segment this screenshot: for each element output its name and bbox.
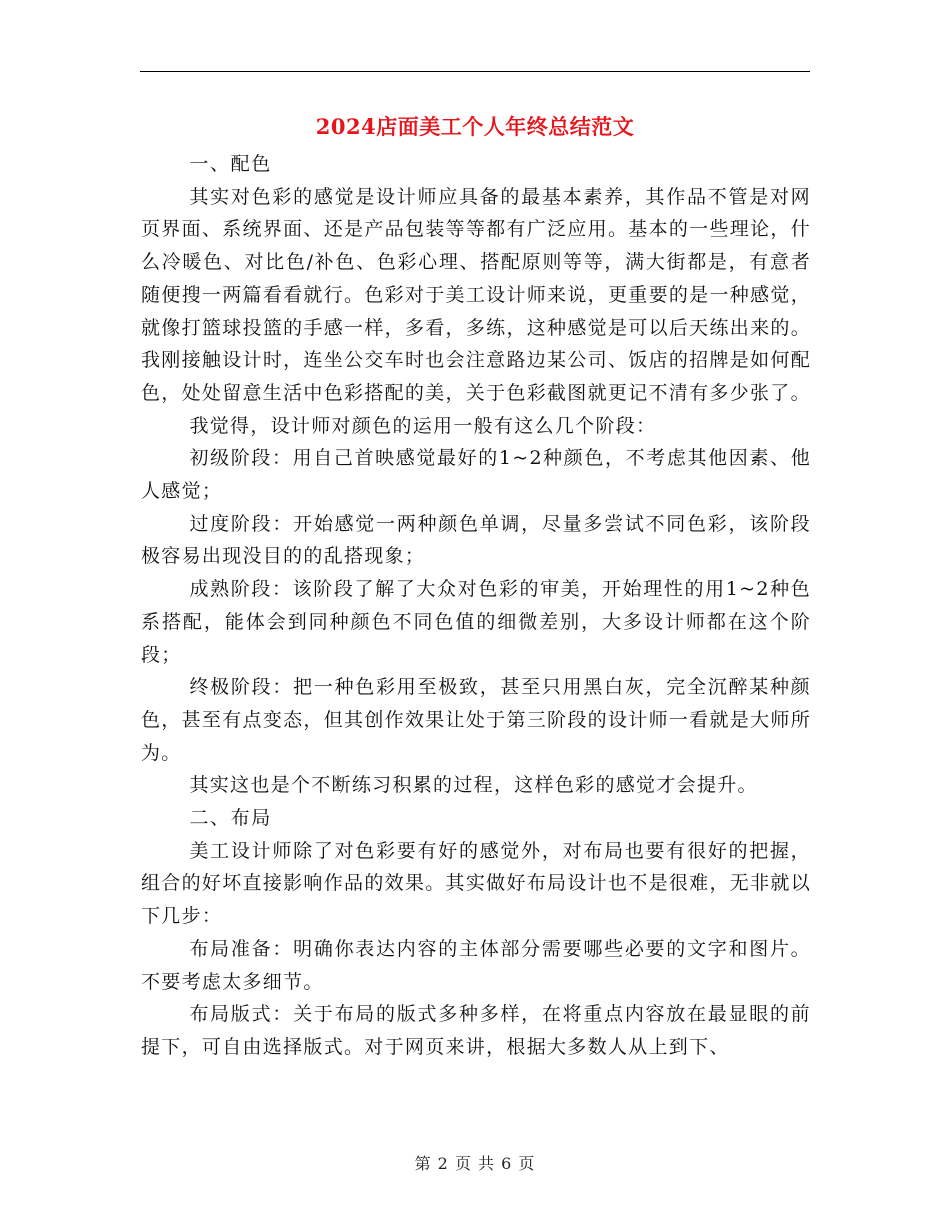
document-body (141, 148, 811, 1064)
document-title: 2024店面美工个人年终总结范文 (315, 114, 635, 139)
header-rule (140, 71, 810, 72)
paragraph: 其实这也是个不断练习积累的过程，这样色彩的感觉才会提升。 (189, 774, 758, 797)
paragraph: 布局版式：关于布局的版式多种多样，在将重点内容放在最显眼的前提下，可自由选择版式。对于网页来讲，根据大多数人从上到下、 (141, 1003, 811, 1058)
paragraph: 终极阶段：把一种色彩用至极致，甚至只用黑白灰，完全沉醉某种颜色，甚至有点变态，但其创作效果让处于第三阶段的设计师一看就是大师所为。 (141, 676, 811, 764)
page-footer (140, 1152, 810, 1176)
paragraph: 初级阶段：用自己首映感觉最好的1~2种颜色，不考虑其他因素、他人感觉； (141, 447, 811, 503)
paragraph: 过度阶段：开始感觉一两种颜色单调，尽量多尝试不同色彩，该阶段极容易出现没目的的乱搭现象； (141, 512, 811, 568)
page-number-label: 第 2 页 共 6 页 (414, 1154, 536, 1173)
paragraph: 其实对色彩的感觉是设计师应具备的最基本素养，其作品不管是对网页界面、系统界面、还是产品包装等等都有广泛应用。基本的一些理论，什么冷暖色、对比色/补色、色彩心理、搭配原则等等，满大街都是，有意者随便搜一两篇看看就行。色彩对于美工设计师来说，更重要的是一种感觉，就像打篮球投篮的手感一样，多看，多练，这种感觉是可以后天练出来的。我刚接触设计时，连坐公交车时也会注意路边某公司、饭店的招牌是如何配色，处处留意生活中色彩搭配的美，关于色彩截图就更记不清有多少张了。 (141, 185, 811, 404)
paragraph: 我觉得，设计师对颜色的运用一般有这么几个阶段： (189, 414, 657, 437)
paragraph: 成熟阶段：该阶段了解了大众对色彩的审美，开始理性的用1~2种色系搭配，能体会到同种颜色不同色值的细微差别，大多设计师都在这个阶段； (141, 578, 811, 666)
paragraph: 布局准备：明确你表达内容的主体部分需要哪些必要的文字和图片。不要考虑太多细节。 (141, 937, 811, 993)
section-heading-color: 一、配色 (189, 153, 272, 175)
paragraph: 美工设计师除了对色彩要有好的感觉外，对布局也要有很好的把握，组合的好坏直接影响作品的效果。其实做好布局设计也不是很难，无非就以下几步： (141, 839, 811, 928)
section-heading-layout: 二、布局 (189, 807, 272, 830)
